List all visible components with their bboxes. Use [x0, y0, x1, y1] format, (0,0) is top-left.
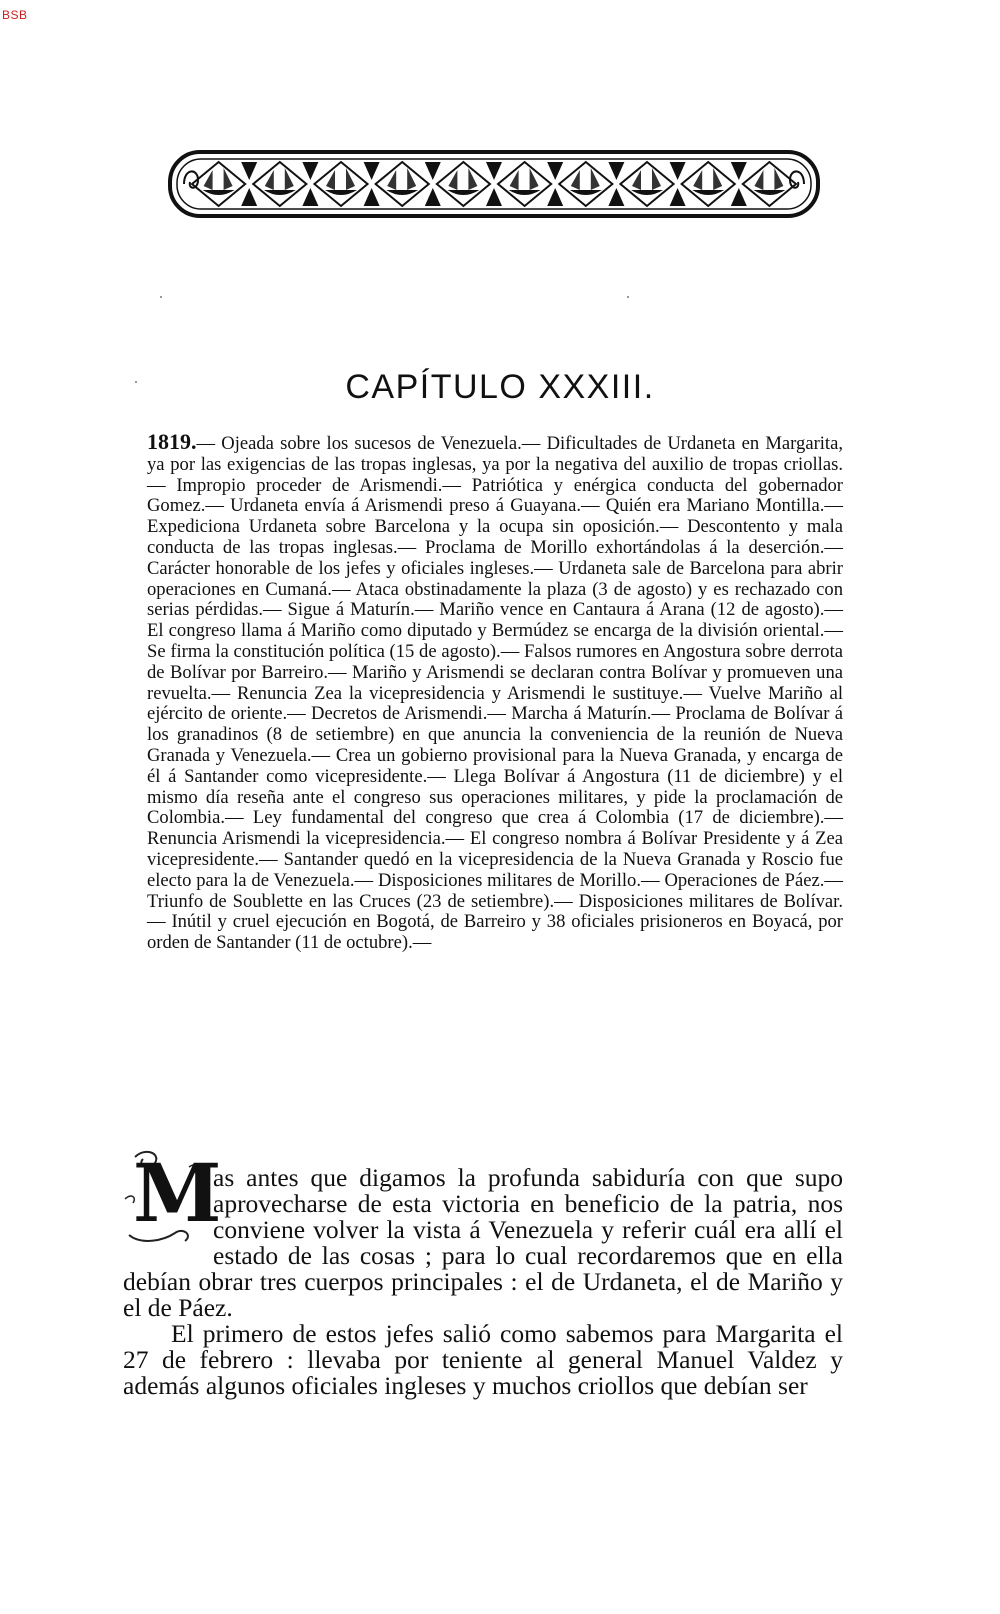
ornament-motif	[547, 162, 563, 180]
ornament-motif	[264, 190, 296, 195]
ornament-motif	[302, 162, 318, 180]
ornament-motif	[386, 190, 418, 195]
ornament-motif	[731, 162, 747, 180]
ornament-motif	[314, 162, 367, 206]
ornament-motif	[241, 162, 257, 180]
chapter-title: CAPÍTULO XXXIII.	[345, 368, 655, 406]
ornament-motif	[203, 190, 235, 195]
ornament-motif	[325, 190, 357, 195]
ornament-motif	[253, 162, 306, 206]
paragraph-1-text: as antes que digamos la profunda sabiduría con que supo aprovecharse de esta victoria en beneficio de la patria, nos conviene volver la vista á Venezuela y referir cuál era allí el estado de las cosas ; para lo cual recordaremos que en ella debían obrar tres cuerpos principales : el de Urdaneta, el de Mariño y el de Páez.	[123, 1163, 843, 1322]
ornament-motif	[486, 162, 502, 180]
drop-cap-letter: M	[133, 1146, 222, 1240]
ornament-motif	[241, 188, 257, 206]
ornament-motif	[364, 162, 380, 180]
print-speck	[627, 296, 629, 298]
ornament-motif	[731, 188, 747, 206]
chapter-summary	[147, 429, 843, 954]
ornament-motif	[559, 162, 612, 206]
ornament-motif	[753, 190, 785, 195]
ornament-motif	[447, 190, 479, 195]
ornament-motif	[608, 188, 624, 206]
ornament-motif	[302, 188, 318, 206]
summary-text: — Ojeada sobre los sucesos de Venezuela.— Dificultades de Urdaneta en Margarita, ya por las exigencias de las tropas inglesas, ya por la negativa del auxilio de tropas criollas.— Impropio proceder de Arismendi.— Patriótica y enérgica conducta del gobernador Gomez.— Urdaneta envía á Arismendi preso á Guayana.— Quién era Mariano Montilla.— Expediciona Urdaneta sobre Barcelona y la ocupa sin oposición.— Descontento y mala conducta de las tropas inglesas.— Proclama de Morillo exhortándolas á la deserción.— Carácter honorable de los jefes y oficiales ingleses.— Urdaneta sale de Barcelona para abrir operaciones en Cumaná.— Ataca obstinadamente la plaza (3 de agosto) y es rechazado con serias pérdidas.— Sigue á Maturín.— Mariño vence en Cantaura á Arana (12 de agosto).— El congreso llama á Mariño como diputado y Bermúdez se encarga de la división oriental.— Se firma la constitución política (15 de agosto).— Falsos rumores en Angostura sobre derrota de Bolívar por Barreiro.— Mariño y Arismendi se declaran contra Bolívar y promueven una revuelta.— Renuncia Zea la vicepresidencia y Arismendi le sustituye.— Vuelve Mariño al ejército de oriente.— Decretos de Arismendi.— Marcha á Maturín.— Proclama de Bolívar á los granadinos (8 de setiembre) en que anuncia la conveniencia de la reunión de Nueva Granada y Venezuela.— Crea un gobierno provisional para la Nueva Granada, y encarga de él á Santander como vicepresidente.— Llega Bolívar á Angostura (11 de diciembre) y el mismo día reseña ante el congreso sus operaciones militares, y pide la proclamación de Colombia.— Ley fundamental del congreso que crea á Colombia (17 de diciembre).— Renuncia Arismendi la vicepresidencia.— El congreso nombra á Bolívar Presidente y á Zea vicepresidente.— Santander quedó en la vicepresidencia de la Nueva Granada y Roscio fue electo para la de Venezuela.— Disposiciones militares de Morillo.— Operaciones de Páez.— Triunfo de Soublette en las Cruces (23 de setiembre).— Disposiciones militares de Bolívar.— Inútil y cruel ejecución en Bogotá, de Barreiro y 38 oficiales prisioneros en Boyacá, por orden de Santander (11 de octubre).—	[147, 433, 843, 954]
body-text	[123, 1146, 843, 1400]
ornament-motif	[692, 190, 724, 195]
ornament-motif	[570, 190, 602, 195]
ornament-motif	[620, 162, 673, 206]
print-speck	[135, 381, 137, 383]
ornament-motif	[192, 162, 245, 206]
decorated-initial	[123, 1146, 222, 1245]
ornament-motif	[608, 162, 624, 180]
chapter-header-ornament	[168, 150, 820, 218]
ornament-motif	[631, 190, 663, 195]
ornament-motif	[682, 162, 735, 206]
ornament-motif	[486, 188, 502, 206]
paragraph-2-text: El primero de estos jefes salió como sabemos para Margarita el 27 de febrero : llevaba por teniente al general Manuel Valdez y además algunos oficiales ingleses y muchos criollos que debían ser	[123, 1319, 843, 1400]
library-stamp: BSB	[2, 8, 28, 22]
ornament-motif	[670, 162, 686, 180]
paragraph-1	[123, 1146, 843, 1322]
ornament-motif	[425, 162, 441, 180]
ornament-motif	[498, 162, 551, 206]
paragraph-2	[123, 1321, 843, 1399]
ornament-motif	[437, 162, 490, 206]
ornament-motif	[547, 188, 563, 206]
ornament-motif	[670, 188, 686, 206]
ornament-motif	[509, 190, 541, 195]
summary-year: 1819.	[147, 429, 197, 454]
ornament-motif	[425, 188, 441, 206]
ornament-motif	[376, 162, 429, 206]
ornament-motif	[364, 188, 380, 206]
print-speck	[160, 296, 162, 298]
ornament-motif	[743, 162, 796, 206]
